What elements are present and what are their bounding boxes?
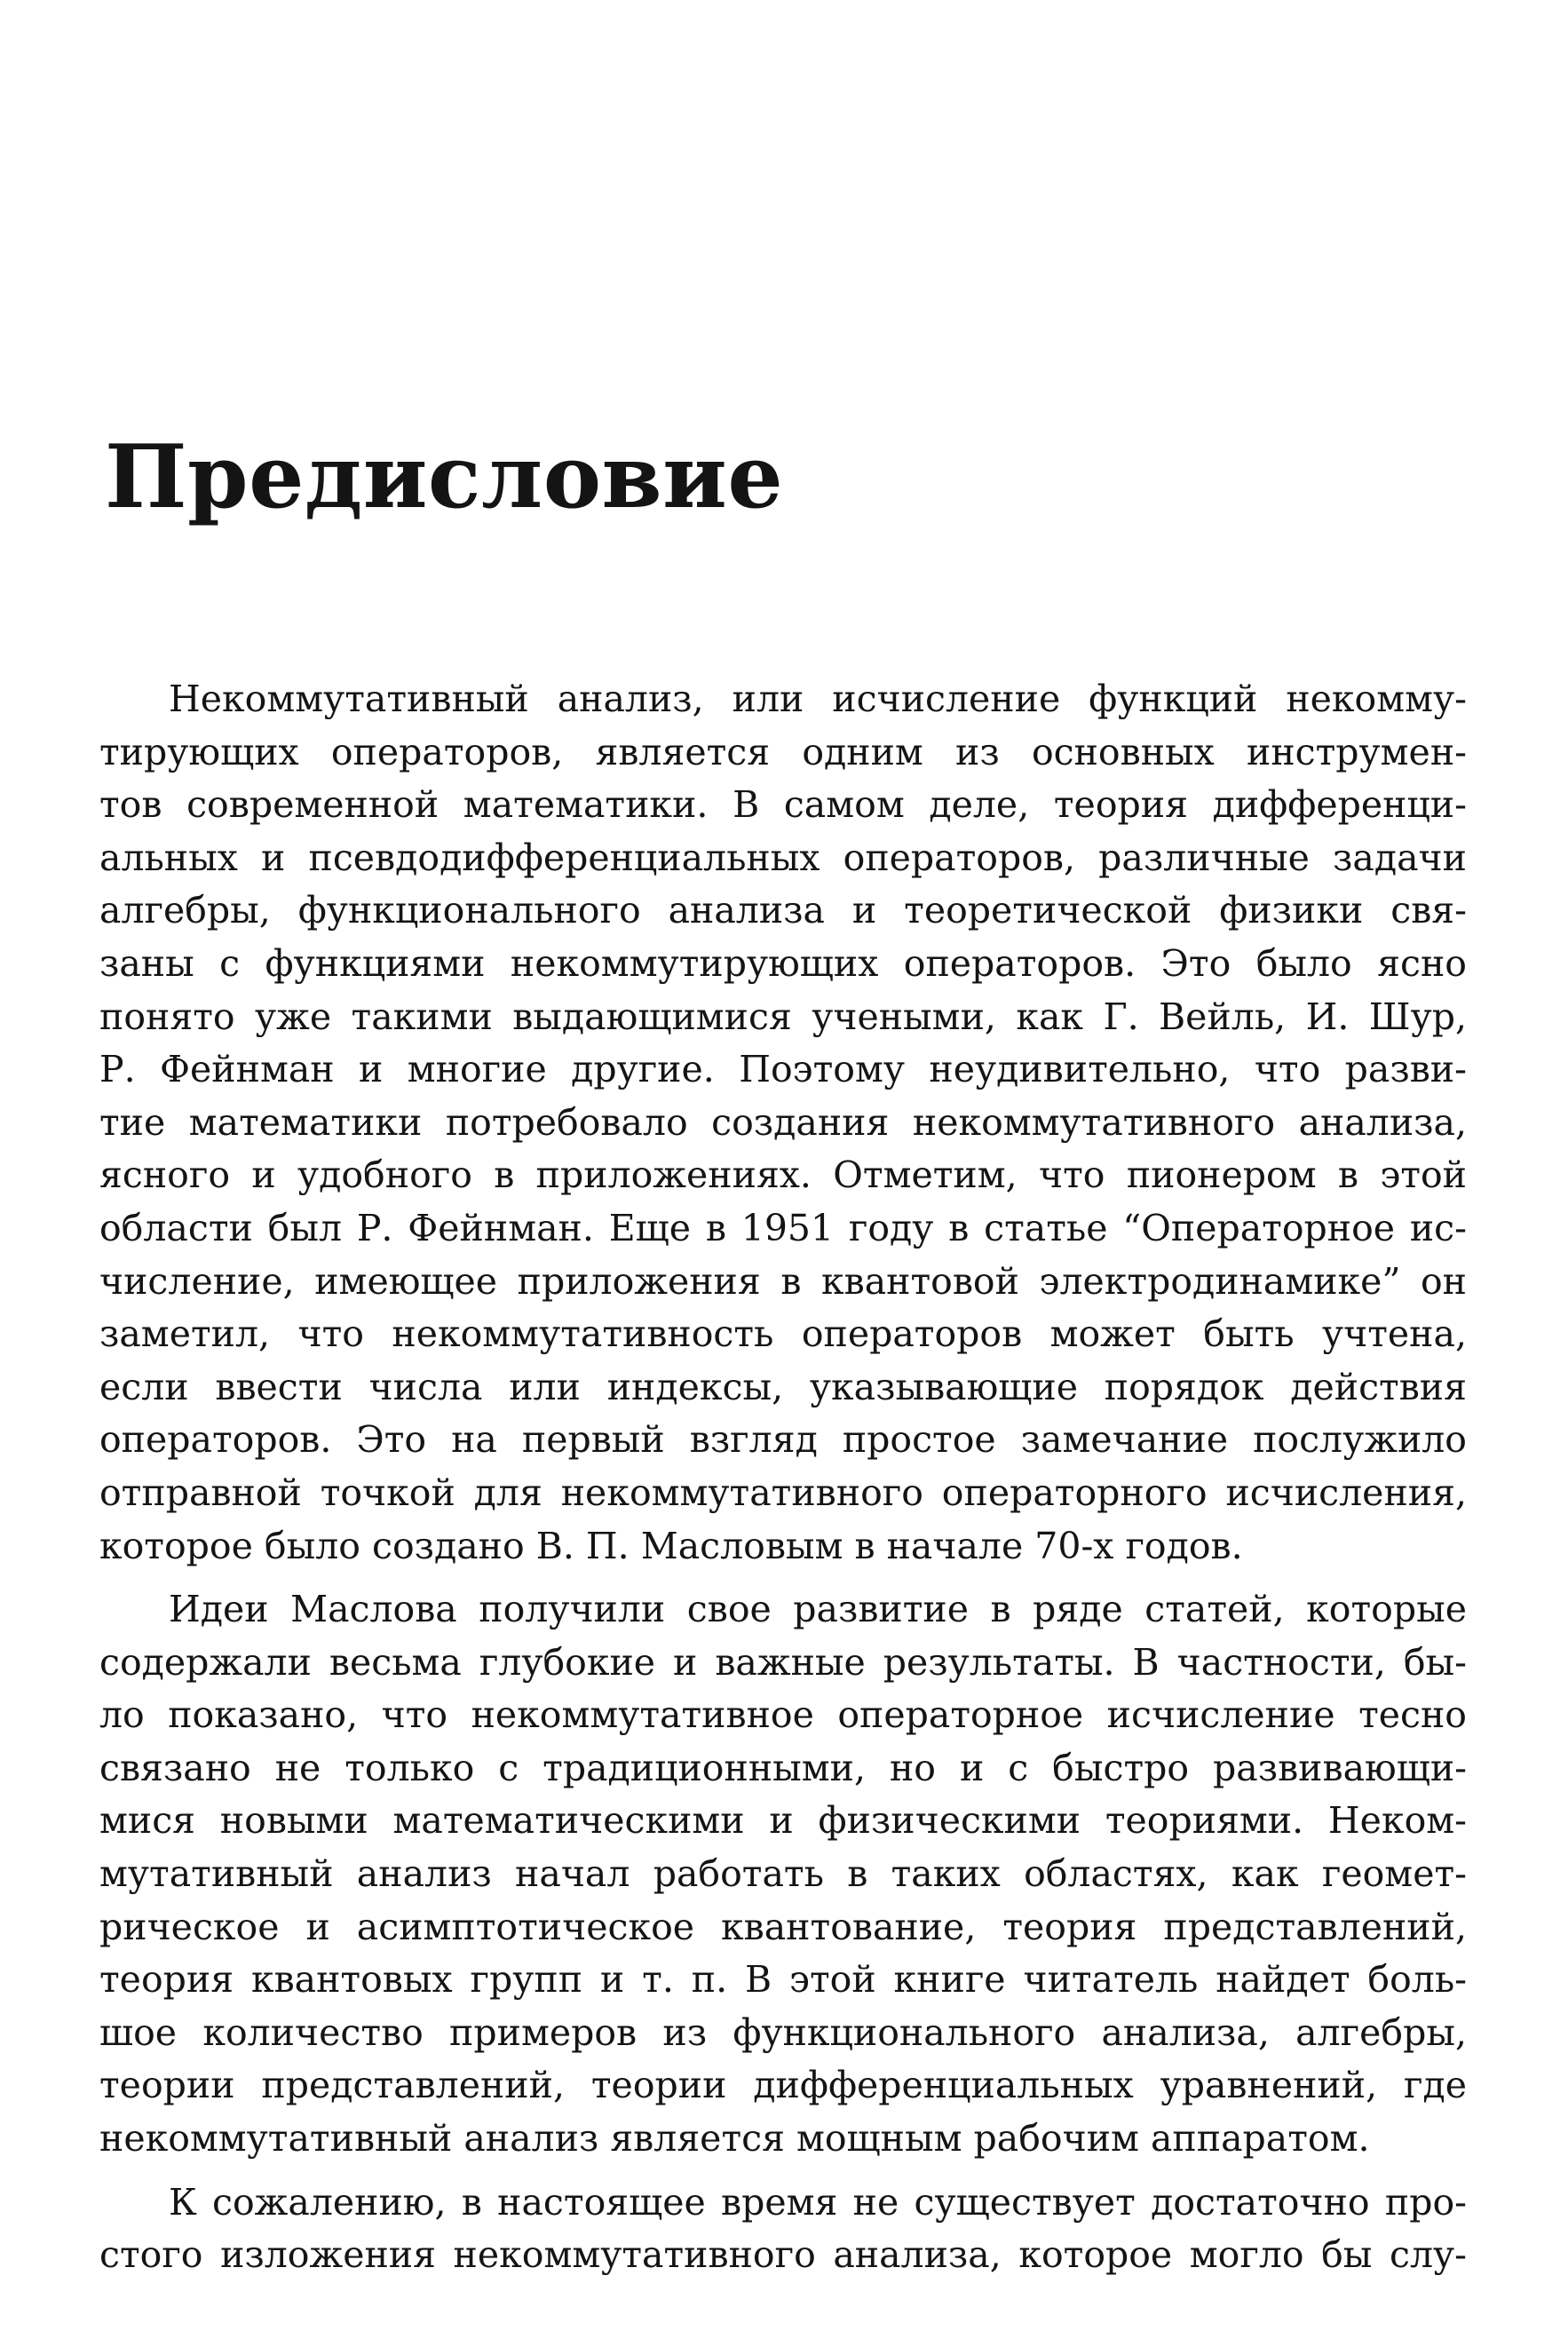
text-line: алгебры, функционального анализа и теоретической физики свя- (99, 889, 1467, 932)
text-line: Р. Фейнман и многие другие. Поэтому неудивительно, что разви- (99, 1048, 1467, 1091)
text-line: области был Р. Фейнман. Еще в 1951 году в статье “Операторное ис- (99, 1206, 1467, 1249)
body-text (99, 673, 1467, 2282)
text-line: альных и псевдодифференциальных операторов, различные задачи (99, 836, 1467, 879)
text-line: К сожалению, в настоящее время не существует достаточно про- (169, 2180, 1467, 2224)
text-line: понято уже такими выдающимися учеными, как Г. Вейль, И. Шур, (99, 995, 1467, 1038)
text-line: тие математики потребовало создания некоммутативного анализа, (99, 1100, 1467, 1144)
text-line: некоммутативный анализ является мощным рабочим аппаратом. (99, 2117, 1370, 2161)
text-line: рическое и асимптотическое квантование, теория представлений, (99, 1905, 1467, 1948)
text-line: теории представлений, теории дифференциальных уравнений, где (99, 2064, 1467, 2107)
paragraph-2 (99, 1583, 1467, 2166)
text-line: тирующих операторов, является одним из основных инструмен- (99, 730, 1467, 773)
text-line: стого изложения некоммутативного анализа, которое могло бы слу- (99, 2233, 1467, 2277)
text-line: тов современной математики. В самом деле, теория дифференци- (99, 783, 1467, 827)
text-line: Идеи Маслова получили свое развитие в ряде статей, которые (169, 1588, 1467, 1631)
text-line: числение, имеющее приложения в квантовой электродинамике” он (99, 1259, 1467, 1303)
text-line: заметил, что некоммутативность операторов может быть учтена, (99, 1312, 1467, 1356)
text-line: теория квантовых групп и т. п. В этой книге читатель найдет боль- (99, 1958, 1467, 2002)
text-line: содержали весьма глубокие и важные результаты. В частности, бы- (99, 1640, 1467, 1684)
text-line: заны с функциями некоммутирующих операторов. Это было ясно (99, 941, 1467, 985)
text-line: связано не только с традиционными, но и с быстро развивающи- (99, 1746, 1467, 1789)
text-line: ясного и удобного в приложениях. Отметим, что пионером в этой (99, 1154, 1467, 1197)
text-line: отправной точкой для некоммутативного операторного исчисления, (99, 1471, 1467, 1514)
text-line: если ввести числа или индексы, указывающие порядок действия (99, 1365, 1467, 1408)
text-line: мися новыми математическими и физическими теориями. Неком- (99, 1799, 1467, 1843)
paragraph-3 (99, 2176, 1467, 2282)
text-line: операторов. Это на первый взгляд простое замечание послужило (99, 1418, 1467, 1462)
chapter-title: Предисловие (105, 426, 784, 528)
text-line: мутативный анализ начал работать в таких областях, как геомет- (99, 1852, 1467, 1896)
text-line: шое количество примеров из функционального анализа, алгебры, (99, 2010, 1467, 2054)
paragraph-1 (99, 673, 1467, 1573)
text-line: которое было создано В. П. Масловым в начале 70-х годов. (99, 1524, 1243, 1567)
text-line: ло показано, что некоммутативное операторное исчисление тесно (99, 1693, 1467, 1737)
text-line: Некоммутативный анализ, или исчисление функций некомму- (169, 678, 1467, 720)
